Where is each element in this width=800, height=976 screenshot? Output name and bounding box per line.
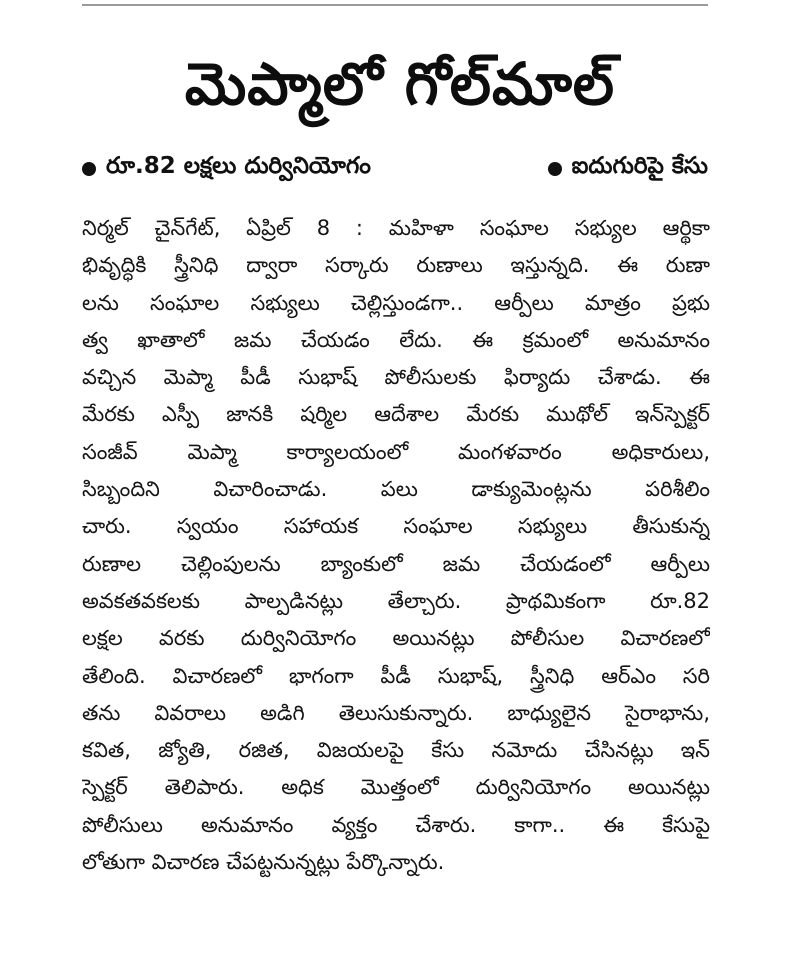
subheading-text: ఐదుగురిపై కేసు bbox=[571, 153, 708, 179]
subheading-text: రూ.82 లక్షలు దుర్వినియోగం bbox=[106, 153, 371, 179]
subheading bbox=[82, 153, 371, 185]
article-line: వచ్చిన మెప్మా పీడీ సుభాష్ పోలీసులకు ఫిర్యాదు చేశాడు. ఈ bbox=[82, 365, 710, 390]
article-body bbox=[82, 210, 710, 881]
article-line: నిర్మల్ చైన్‌గేట్, ఏప్రిల్ 8 : మహిళా సంఘాల సభ్యుల ఆర్థికా bbox=[82, 216, 710, 240]
article-line: భివృద్ధికి స్త్రీనిధి ద్వారా సర్కారు రుణాలు ఇస్తున్నది. ఈ రుణా bbox=[82, 253, 710, 278]
article-line: అవకతవకలకు పాల్పడినట్లు తేల్చారు. ప్రాథమికంగా రూ.82 bbox=[82, 588, 710, 613]
article-line: సంజీవ్ మెప్మా కార్యాలయంలో మంగళవారం అధికారులు, bbox=[82, 439, 710, 464]
article-line: మేరకు ఎస్పీ జానకి షర్మిల ఆదేశాల మేరకు ముథోల్ ఇన్‌స్పెక్టర్ bbox=[82, 402, 710, 427]
bullet-icon bbox=[548, 162, 562, 176]
article-line: రుణాల చెల్లింపులను బ్యాంకులో జమ చేయడంలో ఆర్పీలు bbox=[82, 551, 710, 576]
article-line: సిబ్బందిని విచారించాడు. పలు డాక్యుమెంట్లను పరిశీలిం bbox=[82, 477, 710, 502]
article-line: స్పెక్టర్ తెలిపారు. అధిక మొత్తంలో దుర్వినియోగం అయినట్లు bbox=[82, 775, 710, 800]
article-line: లను సంఘాల సభ్యులు చెల్లిస్తుండగా.. ఆర్పీలు మాత్రం ప్రభు bbox=[82, 290, 710, 315]
article-line: తను వివరాలు అడిగి తెలుసుకున్నారు. బాధ్యులైన సైరాభాను, bbox=[82, 700, 710, 725]
article-line: కవిత, జ్యోతి, రజిత, విజయలపై కేసు నమోదు చేసినట్లు ఇన్ bbox=[82, 738, 710, 763]
article-line: తేలింది. విచారణలో భాగంగా పీడీ సుభాష్, స్త్రీనిధి ఆర్ఎం సరి bbox=[82, 663, 710, 688]
subheadings bbox=[82, 148, 708, 190]
article-line: లోతుగా విచారణ చేపట్టనున్నట్లు పేర్కొన్నారు. bbox=[82, 850, 445, 875]
article-line: త్వ ఖాతాలో జమ చేయడం లేదు. ఈ క్రమంలో అనుమానం bbox=[82, 327, 710, 352]
article-line: చారు. స్వయం సహాయక సంఘాల సభ్యులు తీసుకున్న bbox=[82, 514, 710, 539]
article-line: పోలీసులు అనుమానం వ్యక్తం చేశారు. కాగా.. ఈ కేసుపై bbox=[82, 812, 710, 837]
subheading bbox=[548, 153, 708, 185]
top-divider bbox=[82, 4, 708, 6]
article-line: లక్షల వరకు దుర్వినియోగం అయినట్లు పోలీసుల విచారణలో bbox=[82, 626, 710, 651]
headline: మెప్మాలో గోల్‌మాల్‌ bbox=[184, 50, 616, 118]
bullet-icon bbox=[82, 162, 96, 176]
